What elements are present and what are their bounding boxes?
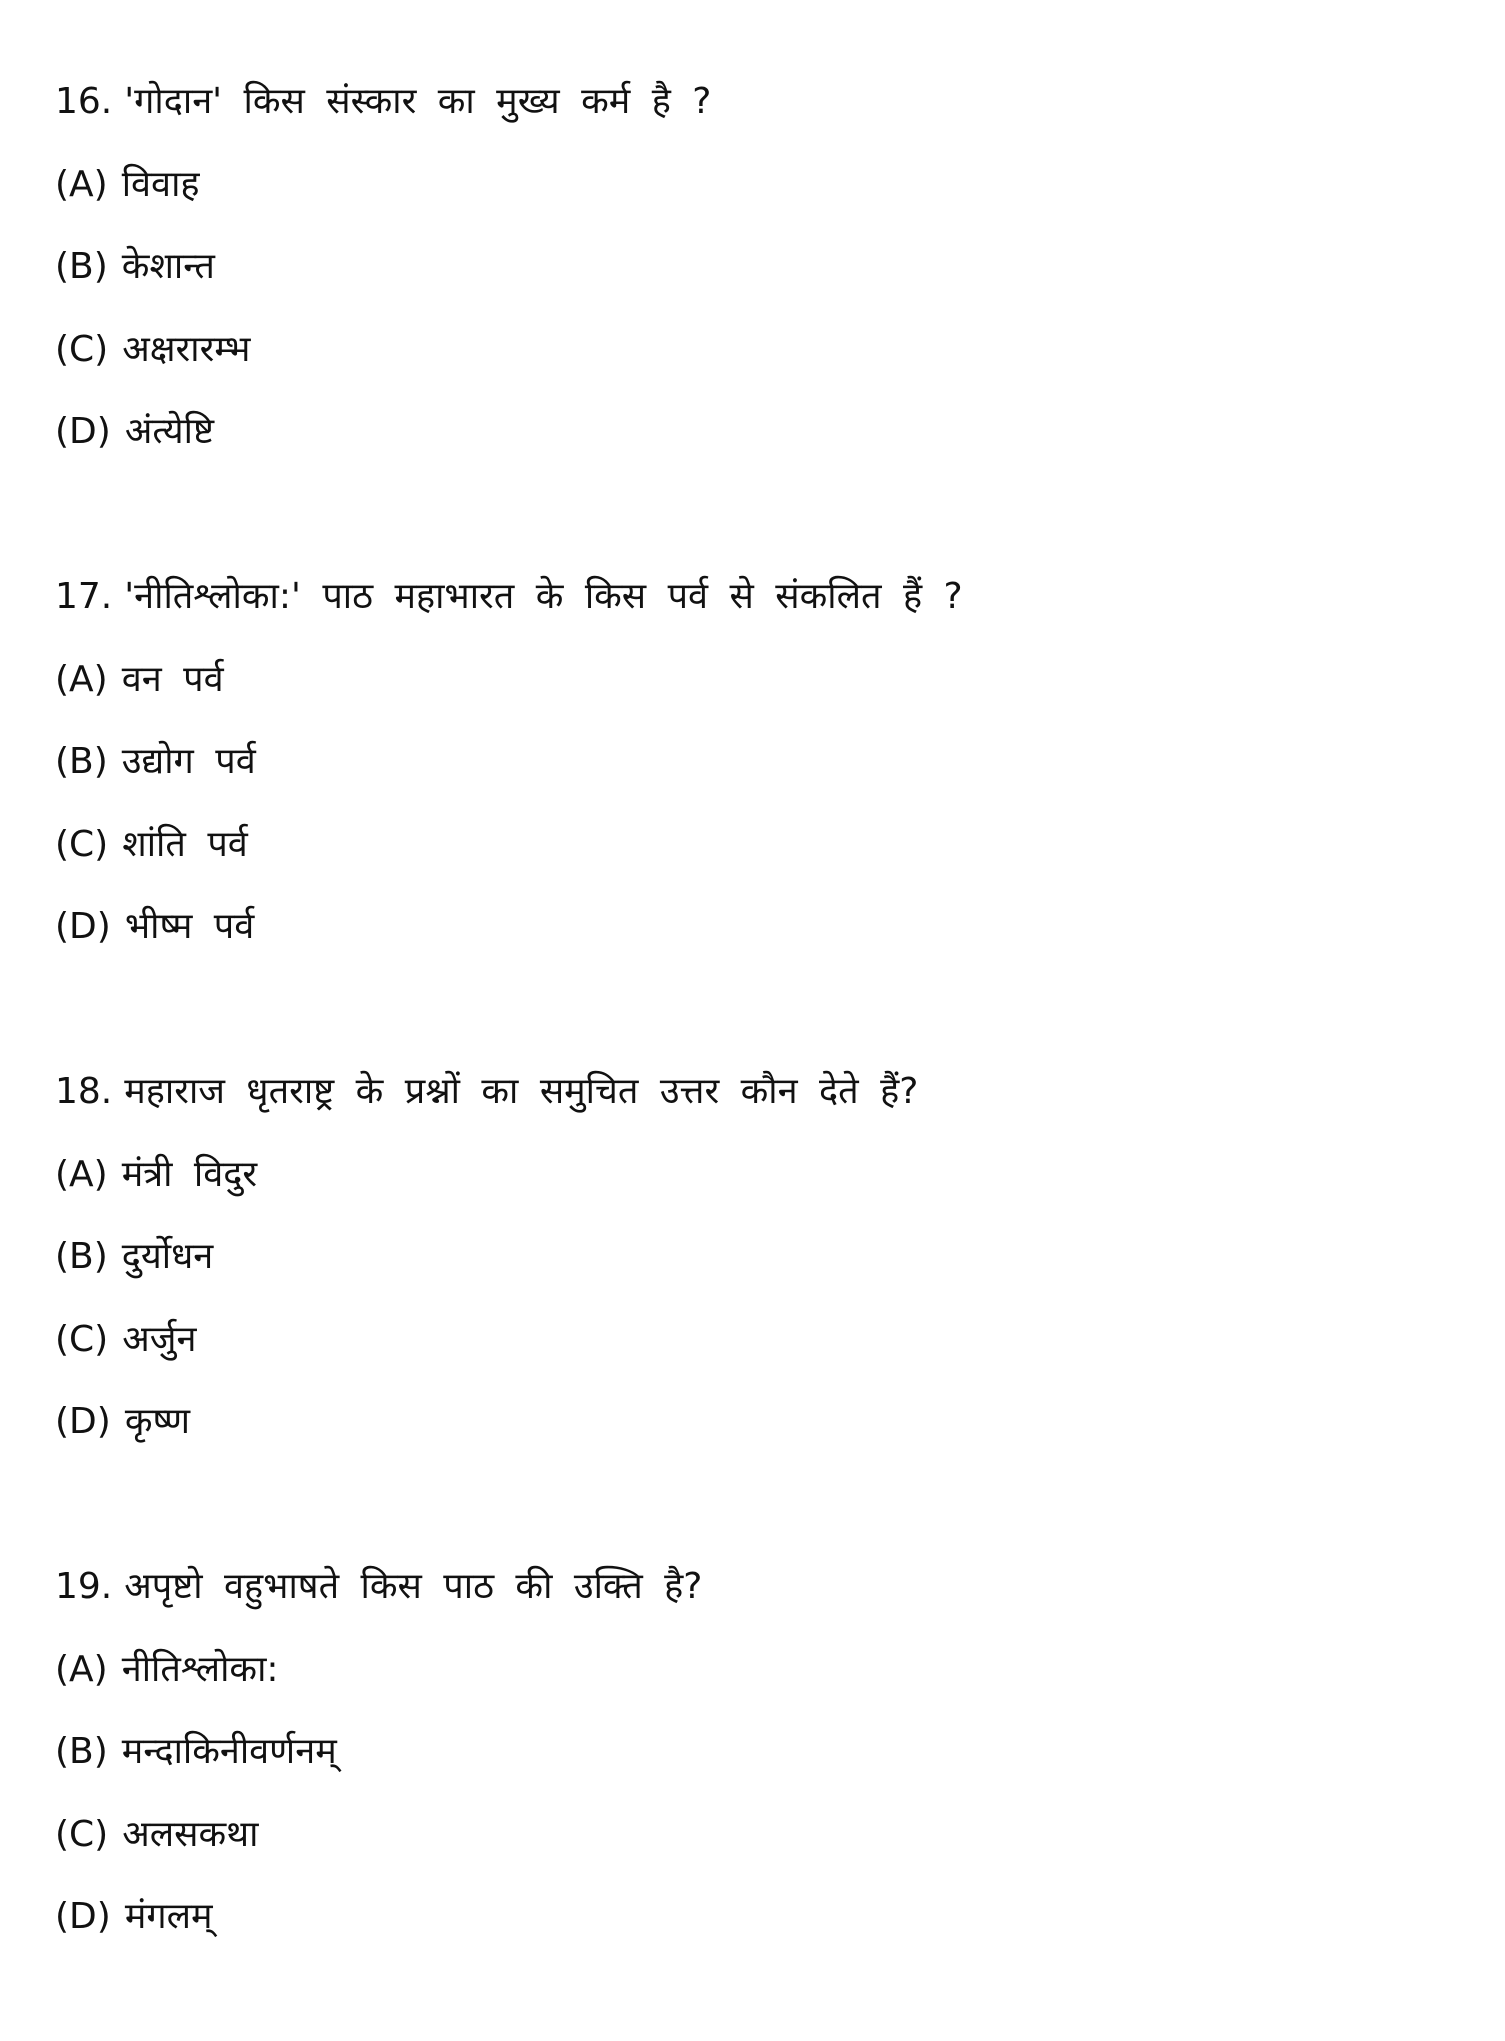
answer-option — [55, 1794, 963, 1877]
question-number: 16. — [55, 81, 113, 122]
option-label: (B) — [55, 1731, 108, 1772]
question-block — [55, 1051, 963, 1546]
question-text: 'नीतिश्लोका:' पाठ महाभारत के किस पर्व से संकलित हैं ? — [124, 576, 963, 617]
option-text: उद्योग पर्व — [121, 741, 256, 782]
answer-option — [55, 721, 963, 804]
option-text: कृष्ण — [124, 1401, 191, 1442]
option-text: अंत्येष्टि — [124, 411, 214, 452]
option-text: दुर्योधन — [121, 1236, 214, 1277]
option-text: केशान्त — [121, 246, 215, 287]
option-label: (A) — [55, 658, 108, 700]
question-stem — [55, 61, 963, 144]
answer-option — [55, 226, 963, 309]
option-label: (A) — [55, 163, 108, 205]
option-text: अलसकथा — [122, 1813, 259, 1855]
question-number: 19. — [55, 1566, 113, 1607]
option-label: (B) — [55, 1236, 108, 1277]
option-label: (D) — [55, 1896, 111, 1937]
option-label: (C) — [55, 328, 109, 370]
question-text: 'गोदान' किस संस्कार का मुख्य कर्म है ? — [124, 81, 712, 122]
answer-option — [55, 1629, 963, 1712]
question-text: महाराज धृतराष्ट्र के प्रश्नों का समुचित उत्तर कौन देते हैं? — [124, 1071, 919, 1112]
answer-option — [55, 1381, 963, 1464]
question-number: 18. — [55, 1071, 113, 1112]
option-text: अर्जुन — [122, 1318, 197, 1360]
option-label: (C) — [55, 823, 109, 865]
option-label: (D) — [55, 1401, 111, 1442]
option-label: (B) — [55, 741, 108, 782]
option-label: (C) — [55, 1813, 109, 1855]
answer-option — [55, 1299, 963, 1382]
option-label: (C) — [55, 1318, 109, 1360]
answer-option — [55, 144, 963, 227]
question-stem — [55, 556, 963, 639]
question-stem — [55, 1546, 963, 1629]
option-label: (D) — [55, 906, 111, 947]
option-text: वन पर्व — [121, 658, 224, 700]
option-text: नीतिश्लोका: — [121, 1648, 279, 1690]
answer-option — [55, 804, 963, 887]
question-block — [55, 1546, 963, 2041]
option-text: शांति पर्व — [122, 823, 248, 865]
question-text: अपृष्टो वहुभाषते किस पाठ की उक्ति है? — [124, 1566, 703, 1607]
question-stem — [55, 1051, 963, 1134]
answer-option — [55, 886, 963, 969]
answer-option — [55, 1216, 963, 1299]
option-label: (A) — [55, 1648, 108, 1690]
option-label: (D) — [55, 411, 111, 452]
option-text: भीष्म पर्व — [124, 906, 255, 947]
answer-option — [55, 1711, 963, 1794]
option-text: मंगलम् — [124, 1896, 213, 1937]
answer-option — [55, 1134, 963, 1217]
option-text: मंत्री विदुर — [121, 1153, 258, 1195]
question-block — [55, 556, 963, 1051]
answer-option — [55, 391, 963, 474]
answer-option — [55, 309, 963, 392]
option-label: (A) — [55, 1153, 108, 1195]
question-sheet — [55, 61, 963, 2041]
option-text: अक्षरारम्भ — [122, 328, 251, 370]
answer-option — [55, 1876, 963, 1959]
question-block — [55, 61, 963, 556]
option-text: विवाह — [121, 163, 200, 205]
answer-option — [55, 639, 963, 722]
option-label: (B) — [55, 246, 108, 287]
question-number: 17. — [55, 576, 113, 617]
option-text: मन्दाकिनीवर्णनम् — [121, 1731, 337, 1772]
